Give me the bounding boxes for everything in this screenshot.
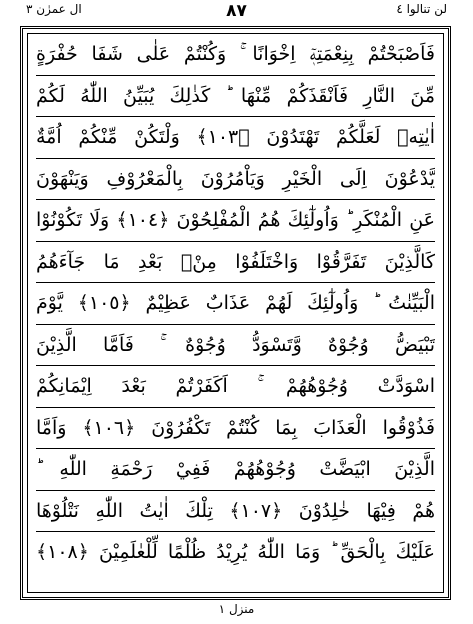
- surah-name: ال عمرٰن ٣: [26, 2, 82, 16]
- juz-name: لن تنالوا ٤: [396, 2, 447, 16]
- manzil-label: منزل ١: [218, 602, 255, 616]
- page-header: [20, 2, 453, 26]
- verse-line: اٰيٰتِهٖ لَعَلَّكُمْ تَهْتَدُوْنَ ﴿١٠٣﴾ وَلْتَكُنْ مِّنْكُمْ اُمَّةٌ: [36, 117, 435, 159]
- verse-line: كَالَّذِيْنَ تَفَرَّقُوْا وَاخْتَلَفُوْا مِنْۢ بَعْدِ مَا جَآءَهُمُ: [36, 242, 435, 284]
- verse-line: هُمْ فِيْهَا خٰلِدُوْنَ ﴿١٠٧﴾ تِلْكَ اٰيٰتُ اللّٰهِ نَتْلُوْهَا: [36, 491, 435, 533]
- verse-line: الْبَيِّنٰتُ ؕ وَاُولٰٓئِكَ لَهُمْ عَذَابٌ عَظِيْمٌ ﴿١٠٥﴾ يَّوْمَ: [36, 283, 435, 325]
- verse-line: عَلَيْكَ بِالْحَقِّ ؕ وَمَا اللّٰهُ يُرِيْدُ ظُلْمًا لِّلْعٰلَمِيْنَ ﴿١٠٨﴾: [36, 541, 435, 563]
- verse-line: يَّدْعُوْنَ اِلَى الْخَيْرِ وَيَاْمُرُوْنَ بِالْمَعْرُوْفِ وَيَنْهَوْنَ: [36, 159, 435, 201]
- page-number: ٨٧: [226, 1, 247, 21]
- verse-line: تَبْيَضُّ وُجُوْهٌ وَّتَسْوَدُّ وُجُوْهٌ ۚ فَاَمَّا الَّذِيْنَ: [36, 325, 435, 367]
- verse-line: فَاَصْبَحْتُمْ بِنِعْمَتِهٖٓ اِخْوَانًا ۚ وَكُنْتُمْ عَلٰى شَفَا حُفْرَةٍ: [36, 34, 435, 76]
- text-area: [27, 33, 444, 593]
- verse-line: عَنِ الْمُنْكَرِ ؕ وَاُولٰٓئِكَ هُمُ الْمُفْلِحُوْنَ ﴿١٠٤﴾ وَلَا تَكُوْنُوْا: [36, 200, 435, 242]
- page-frame: [20, 26, 451, 600]
- verse-line: فَذُوْقُوا الْعَذَابَ بِمَا كُنْتُمْ تَكْفُرُوْنَ ﴿١٠٦﴾ وَاَمَّا: [36, 408, 435, 450]
- verse-line: اسْوَدَّتْ وُجُوْهُهُمْ ۚ اَكَفَرْتُمْ بَعْدَ اِيْمَانِكُمْ: [36, 366, 435, 408]
- verse-line: الَّذِيْنَ ابْيَضَّتْ وُجُوْهُهُمْ فَفِيْ رَحْمَةِ اللّٰهِ ؕ: [36, 449, 435, 491]
- verse-line: مِّنَ النَّارِ فَاَنْقَذَكُمْ مِّنْهَا ؕ كَذٰلِكَ يُبَيِّنُ اللّٰهُ لَكُمْ: [36, 76, 435, 118]
